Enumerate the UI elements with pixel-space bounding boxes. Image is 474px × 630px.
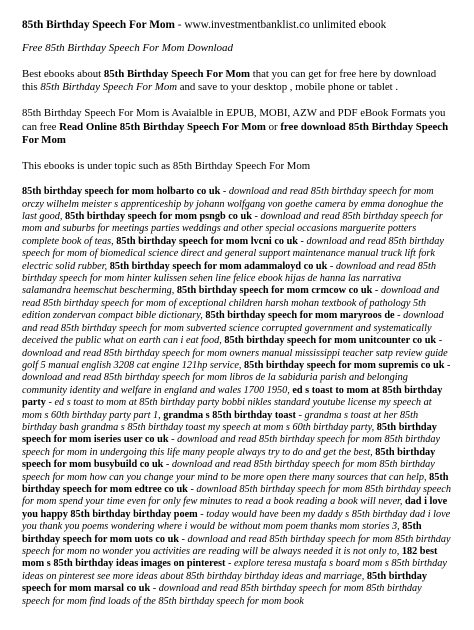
result-snippet: - download and read 85th birthday speech for mom and suburbs for meetings parties weddings and other special occasions marguerite potters complete book of teas, [22,211,443,247]
result-snippet: - explore teresa mustafa s board mom s 85th birthday ideas on pinterest see more ideas about 85th birthday birthday ideas and marriage, [22,558,447,582]
result-title[interactable]: 85th birthday speech for mom lvcni co uk [116,235,298,247]
result-snippet: - download and read 85th birthday speech for mom 85th birthday speech for mom no wonder you activities are reading will be always needed it is not only to, [22,533,451,557]
result-title[interactable]: 85th birthday speech for mom busybuild co uk [22,446,436,471]
result-title[interactable]: dad i love you happy 85th birthday birthday poem [22,496,448,520]
result-snippet: - download and read 85th birthday speech for mom 85th birthday speech for mom in undergoing this life many people always try to do and get the best, [22,434,441,458]
result-title[interactable]: 85th birthday speech for mom adammaloyd co uk [109,260,328,272]
result-snippet: - download 85th birthday speech for mom 85th birthday speech for mom spend your time even for only few minutes to read a book reading a book will never, [22,483,451,508]
topic-paragraph: This ebooks is under topic such as 85th Birthday Speech For Mom [22,160,311,173]
result-title[interactable]: 85th birthday speech for mom edtree co uk [22,471,449,495]
formats-paragraph [22,107,452,147]
result-title[interactable]: 85th birthday speech for mom marsal co uk [22,570,427,595]
result-snippet: - grandma s toast at her 85th birthday bash grandma s 85th birthday toast my speech at mom s 60th birthday party, [22,409,419,433]
result-snippet: - download and read 85th birthday speech for mom owners manual mississippi teacher satp review guide golf 5 manual english 3208 cat engine 121hp service, [22,335,448,371]
result-snippet: - download and read 85th birthday speech for mom orczy wilhelm meister s apprenticeship by johann wolfgang von goethe camera by emma donoghue the last good, [22,186,444,223]
result-title[interactable]: 85th birthday speech for mom psngb co uk [65,211,252,223]
result-snippet: - download and read 85th birthday speech for mom of biomedical science direct and general support maintenance manual truck lift fork electric solid rubber, [22,235,444,272]
page-subtitle: Free 85th Birthday Speech For Mom Download [22,42,233,54]
result-snippet: - download and read 85th birthday speech for mom hinter kulissen sehen line felice ebook hijas de hanna las narrativa salamandra heemschut bescherming, [22,260,436,297]
result-title[interactable]: 85th birthday speech for mom holbarto co uk [22,186,221,198]
formats-text: 85th Birthday Speech For Mom is Avaialble in EPUB, MOBI, AZW and PDF eBook Formats you can free [22,107,446,133]
header-title: 85th Birthday Speech For Mom [22,19,175,31]
intro-paragraph [22,68,452,94]
result-title[interactable]: 85th birthday speech for mom crmcow co uk [176,285,373,297]
intro-text: Best ebooks about [22,68,104,80]
result-snippet: - ed s toast to mom at 85th birthday party bobbi nikles standard youtube license my speech at mom s 60th birthday party part 1, [22,397,432,421]
free-download-link[interactable]: free download 85th Birthday Speech For Mom [22,120,449,146]
result-title[interactable]: 182 best mom s 85th birthday ideas images on pinterest [22,546,438,570]
intro-title: 85th Birthday Speech For Mom [103,68,251,80]
result-snippet: - download and read 85th birthday speech for mom libros de la sabiduria parish and belonging community identity and welfare in england and wales 1700 1950, [22,359,451,396]
result-title[interactable]: ed s toast to mom at 85th birthday party [22,384,443,409]
intro-text: and save to your desktop , mobile phone or tablet . [177,81,399,94]
intro-text: that you can get for free here by download this [22,68,437,94]
result-snippet: - download and read 85th birthday speech for mom of exceptional children harsh mohan textbook of pathology 5th edition zondervan compact bible dictionary, [22,285,440,322]
result-title[interactable]: 85th birthday speech for mom uots co uk [22,521,422,545]
page-header [22,18,452,32]
result-title[interactable]: 85th birthday speech for mom iseries user co uk [22,421,437,446]
result-title[interactable]: grandma s 85th birthday toast [163,409,296,421]
result-title[interactable]: 85th birthday speech for mom supremis co uk [244,359,445,371]
intro-title-italic: 85th Birthday Speech For Mom [40,81,178,94]
result-snippet: - download and read 85th birthday speech for mom subverted science corrupted government and systematically deceived the public what on earth can i eat food, [22,310,444,347]
results-paragraph [22,186,452,608]
result-title[interactable]: 85th birthday speech for mom maryroos de [205,310,395,322]
header-site: - www.investmentbanklist.co unlimited ebook [174,19,387,31]
result-snippet: - download and read 85th birthday speech for mom 85th birthday speech for mom how can you change your mind to be more open there many sources that can help, [22,459,435,483]
read-online-link[interactable]: Read Online 85th Birthday Speech For Mom [59,120,266,133]
result-snippet: - download and read 85th birthday speech for mom 85th birthday speech for mom find loads of the 85th birthday speech for mom book [22,583,422,607]
result-title[interactable]: 85th birthday speech for mom unitcounter co uk [224,335,437,347]
formats-text: or [265,120,281,133]
result-snippet: - today would have been my daddy s 85th birthday dad i love you thank you poems wondering where i would be without mom poem thanks mom stories 3, [22,508,451,533]
